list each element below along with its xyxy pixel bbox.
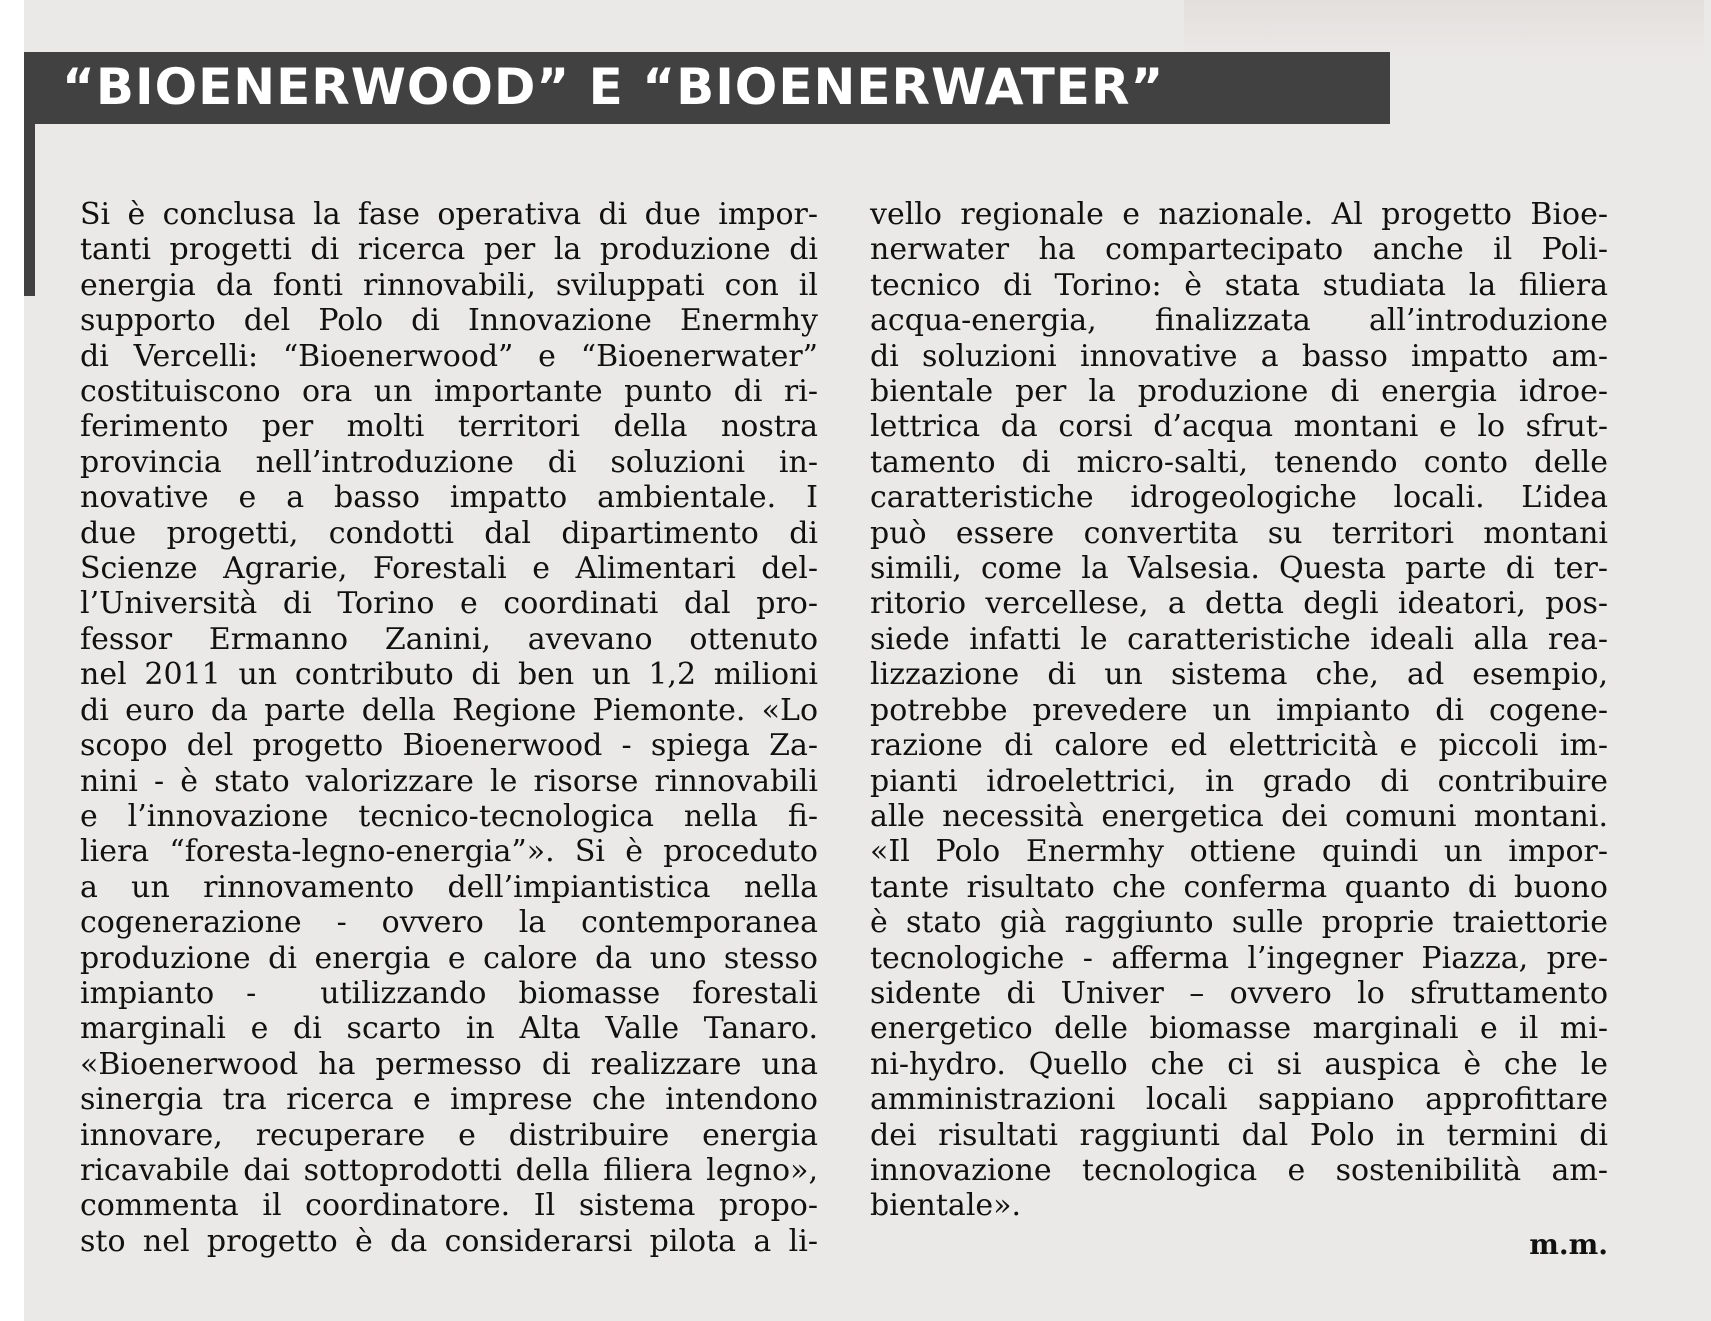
text-line: Si è conclusa la fase operativa di due impor- <box>80 197 818 232</box>
text-line: acqua-energia, finalizzata all’introduzione <box>870 303 1608 339</box>
text-line: sidente di Univer – ovvero lo sfruttamento <box>870 975 1608 1011</box>
text-line: dei risultati raggiunti dal Polo in termini di <box>870 1117 1608 1153</box>
text-line: marginali e di scarto in Alta Valle Tanaro. <box>80 1011 818 1047</box>
text-line: alle necessità energetica dei comuni montani. <box>870 798 1608 834</box>
article-column-right <box>870 197 1608 1224</box>
text-line: energetico delle biomasse marginali e il mi- <box>870 1011 1608 1047</box>
text-line: innovare, recuperare e distribuire energia <box>80 1117 818 1153</box>
text-line: ricavabile dai sottoprodotti della filiera legno», <box>80 1152 818 1188</box>
text-line: sto nel progetto è da considerarsi pilota a li- <box>80 1223 818 1259</box>
author-byline: m.m. <box>1529 1228 1608 1261</box>
text-line: può essere convertita su territori montani <box>870 515 1608 551</box>
text-line: caratteristiche idrogeologiche locali. L’idea <box>870 480 1608 516</box>
text-line: tamento di micro-salti, tenendo conto delle <box>870 444 1608 480</box>
text-line: impianto - utilizzando biomasse forestali <box>80 975 818 1011</box>
text-line: di soluzioni innovative a basso impatto am- <box>870 338 1608 374</box>
text-line: fessor Ermanno Zanini, avevano ottenuto <box>80 621 818 657</box>
text-line: Scienze Agrarie, Forestali e Alimentari del- <box>80 551 818 587</box>
text-line: novative e a basso impatto ambientale. I <box>80 480 818 516</box>
text-line: nel 2011 un contributo di ben un 1,2 milioni <box>80 657 818 693</box>
text-line: cogenerazione - ovvero la contemporanea <box>80 905 818 941</box>
text-line: tecnico di Torino: è stata studiata la filiera <box>870 267 1608 303</box>
text-line: ferimento per molti territori della nostra <box>80 409 818 445</box>
text-line: vello regionale e nazionale. Al progetto Bioe- <box>870 197 1608 232</box>
text-line: liera “foresta-legno-energia”». Si è proceduto <box>80 834 818 870</box>
text-line: bientale per la produzione di energia idroe- <box>870 374 1608 410</box>
text-line: scopo del progetto Bioenerwood - spiega Za- <box>80 728 818 764</box>
text-line: potrebbe prevedere un impianto di cogene- <box>870 692 1608 728</box>
text-line: di Vercelli: “Bioenerwood” e “Bioenerwater” <box>80 338 818 374</box>
text-line: pianti idroelettrici, in grado di contribuire <box>870 763 1608 799</box>
text-line: due progetti, condotti dal dipartimento di <box>80 515 818 551</box>
text-line: e l’innovazione tecnico-tecnologica nella fi- <box>80 798 818 834</box>
newspaper-clipping <box>24 0 1711 1321</box>
side-rule <box>24 124 35 296</box>
text-line: nini - è stato valorizzare le risorse rinnovabili <box>80 763 818 799</box>
article-column-left <box>80 197 818 1259</box>
text-line: tante risultato che conferma quanto di buono <box>870 869 1608 905</box>
text-line: siede infatti le caratteristiche ideali alla rea- <box>870 621 1608 657</box>
article-headline: “BIOENERWOOD” E “BIOENERWATER” <box>62 58 1165 116</box>
text-line: commenta il coordinatore. Il sistema propo- <box>80 1188 818 1224</box>
text-line: lizzazione di un sistema che, ad esempio, <box>870 657 1608 693</box>
text-line: provincia nell’introduzione di soluzioni in- <box>80 444 818 480</box>
text-line: «Il Polo Enermhy ottiene quindi un impor- <box>870 834 1608 870</box>
text-line: ni-hydro. Quello che ci si auspica è che le <box>870 1046 1608 1082</box>
text-line: è stato già raggiunto sulle proprie traiettorie <box>870 905 1608 941</box>
text-line: razione di calore ed elettricità e piccoli im- <box>870 728 1608 764</box>
text-line: a un rinnovamento dell’impiantistica nella <box>80 869 818 905</box>
text-line: l’Università di Torino e coordinati dal pro- <box>80 586 818 622</box>
text-line: energia da fonti rinnovabili, sviluppati con il <box>80 267 818 303</box>
text-line: «Bioenerwood ha permesso di realizzare una <box>80 1046 818 1082</box>
text-line: supporto del Polo di Innovazione Enermhy <box>80 303 818 339</box>
text-line: produzione di energia e calore da uno stesso <box>80 940 818 976</box>
text-line: di euro da parte della Regione Piemonte. «Lo <box>80 692 818 728</box>
text-line: amministrazioni locali sappiano approfittare <box>870 1082 1608 1118</box>
text-line: sinergia tra ricerca e imprese che intendono <box>80 1082 818 1118</box>
text-line: bientale». <box>870 1188 1022 1224</box>
text-line: lettrica da corsi d’acqua montani e lo sfrut- <box>870 409 1608 445</box>
text-line: ritorio vercellese, a detta degli ideatori, pos- <box>870 586 1608 622</box>
facing-page-bleed <box>1184 0 1704 60</box>
text-line: tecnologiche - afferma l’ingegner Piazza, pre- <box>870 940 1608 976</box>
text-line: tanti progetti di ricerca per la produzione di <box>80 232 818 268</box>
text-line: costituiscono ora un importante punto di ri- <box>80 374 818 410</box>
text-line: nerwater ha compartecipato anche il Poli- <box>870 232 1608 268</box>
text-line: simili, come la Valsesia. Questa parte di ter- <box>870 551 1608 587</box>
text-line: innovazione tecnologica e sostenibilità am- <box>870 1152 1608 1188</box>
